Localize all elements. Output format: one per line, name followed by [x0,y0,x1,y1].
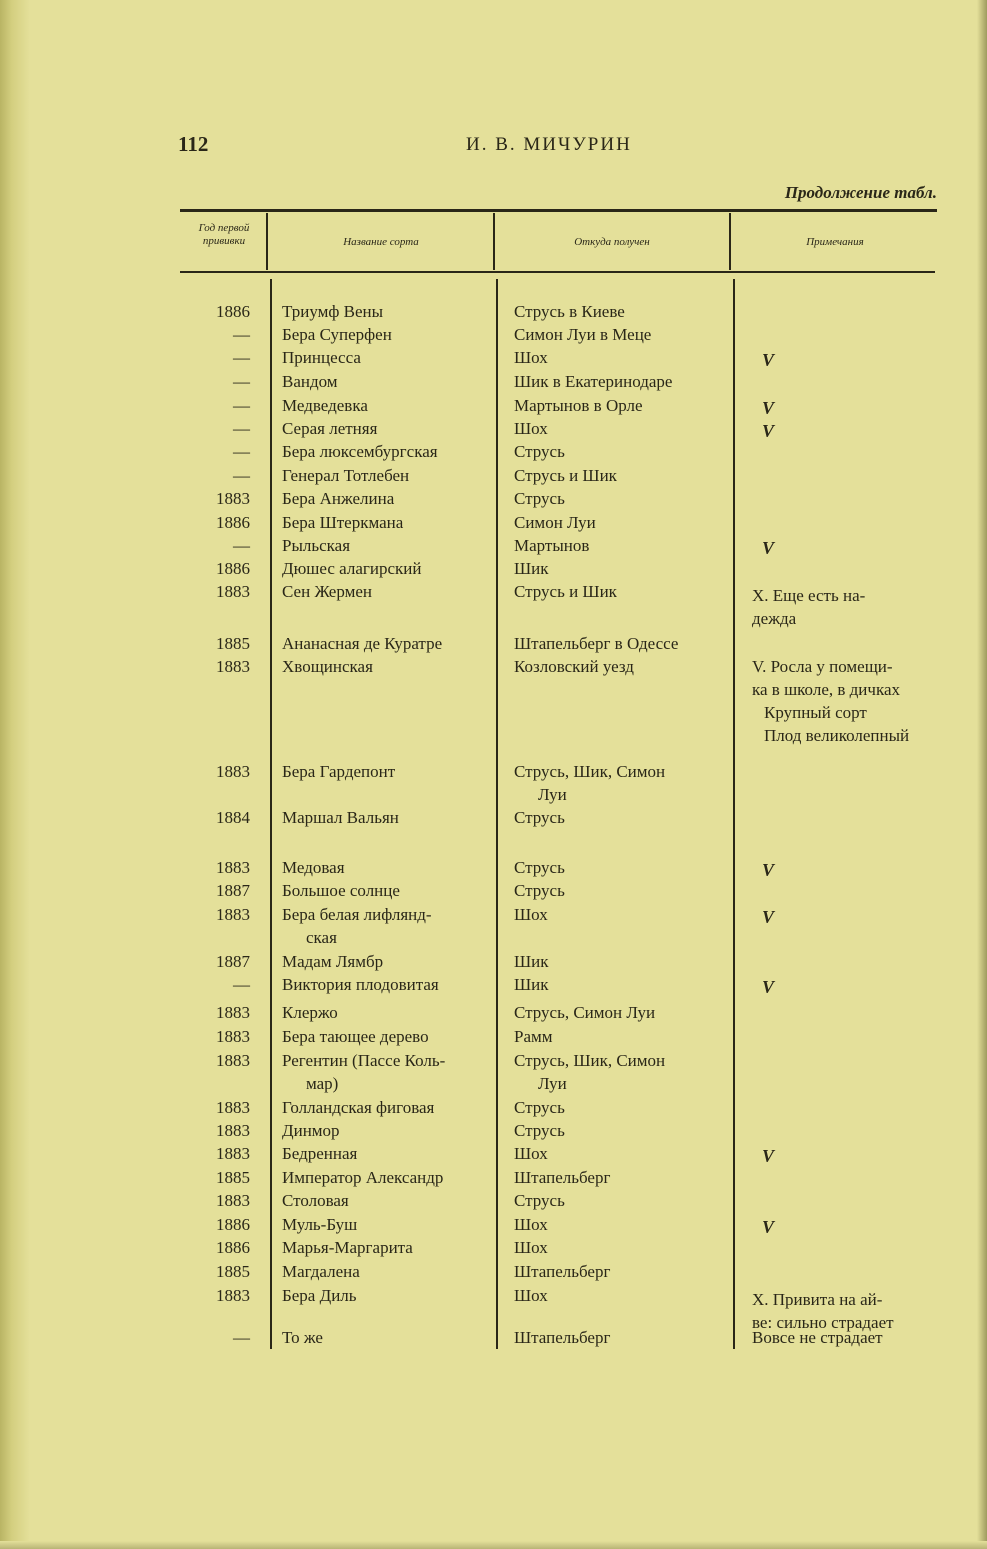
note-cell: V [762,538,775,558]
column-divider [729,213,731,270]
year-cell: 1883 [216,1003,250,1022]
variety-cell: Маршал Вальян [282,808,399,827]
variety-cell: Медовая [282,858,345,877]
variety-cell: Динмор [282,1121,340,1140]
source-cell: Струсь и Шик [514,466,617,485]
column-divider [733,279,735,1349]
note-cell: V [762,860,775,880]
variety-cell: Бера люксембургская [282,442,438,461]
note-cell: V [762,350,775,370]
variety-cell: Муль-Буш [282,1215,358,1234]
year-cell: 1883 [216,1191,250,1210]
source-cell: Штапельберг в Одессе [514,634,679,653]
source-cell: Шох [514,1286,548,1305]
source-cell: Струсь, Шик, Симон [514,1051,666,1070]
variety-cell: Медведевка [282,396,368,415]
variety-cell: Дюшес алагирский [282,559,422,578]
column-divider [493,213,495,270]
year-cell: 1885 [216,1262,250,1281]
year-cell: 1883 [216,1051,250,1070]
variety-cell: Бера Диль [282,1286,357,1305]
variety-cell: Ананасная де Куратре [282,634,443,653]
source-cell: Мартынов в Орле [514,396,643,415]
variety-cell: Бера Анжелина [282,489,395,508]
year-cell: 1886 [216,513,250,532]
source-cell: Луи [538,1074,567,1093]
note-cell: V [762,398,775,418]
page-edge-shadow [977,0,987,1549]
header-year: Год первой прививки [198,222,250,247]
year-cell: 1886 [216,1238,250,1257]
variety-cell: Большое солнце [282,881,400,900]
note-cell: V [762,1217,775,1237]
year-cell: 1887 [216,881,250,900]
source-cell: Струсь в Киеве [514,302,625,321]
note-cell: V [762,1146,775,1166]
source-cell: Шох [514,1238,548,1257]
variety-cell: Генерал Тотлебен [282,466,410,485]
source-cell: Луи [538,785,567,804]
source-cell: Симон Луи в Меце [514,325,652,344]
note-cell: дежда [752,609,797,628]
year-cell: — [233,975,250,994]
source-cell: Шик [514,975,549,994]
note-cell: Плод великолепный [764,726,910,745]
year-cell: 1886 [216,1215,250,1234]
year-cell: — [233,372,250,391]
note-cell: X. Привита на ай- [752,1290,883,1309]
year-cell: 1883 [216,489,250,508]
year-cell: 1883 [216,657,250,676]
source-cell: Рамм [514,1027,553,1046]
variety-cell: Император Александр [282,1168,444,1187]
year-cell: 1886 [216,302,250,321]
source-cell: Струсь [514,1191,565,1210]
source-cell: Шох [514,348,548,367]
variety-cell: Триумф Вены [282,302,384,321]
year-cell: 1883 [216,582,250,601]
table-header-rule [180,271,935,273]
source-cell: Струсь [514,489,565,508]
year-cell: 1883 [216,858,250,877]
year-cell: — [233,396,250,415]
variety-cell: Бера Суперфен [282,325,392,344]
source-cell: Штапельберг [514,1168,611,1187]
note-cell: ве: сильно страдает [752,1313,894,1332]
table-top-rule [180,209,937,212]
page-bottom-shadow [0,1541,987,1549]
note-cell: V [762,907,775,927]
source-cell: Струсь [514,808,565,827]
source-cell: Шох [514,419,548,438]
note-cell: X. Еще есть на- [752,586,866,605]
variety-cell: Сен Жермен [282,582,372,601]
year-cell: 1883 [216,1027,250,1046]
column-divider [266,213,268,270]
table-continuation-label: Продолжение табл. [784,183,937,202]
note-cell: Крупный сорт [764,703,867,722]
year-cell: 1885 [216,634,250,653]
year-cell: 1883 [216,1286,250,1305]
variety-cell: Регентин (Пассе Коль- [282,1051,446,1070]
variety-cell: Принцесса [282,348,361,367]
note-cell: ка в школе, в дичках [752,680,900,699]
year-cell: 1883 [216,1121,250,1140]
page-number: 112 [178,132,209,156]
source-cell: Шох [514,1144,548,1163]
year-cell: — [233,536,250,555]
variety-cell: Рыльская [282,536,351,555]
variety-cell: Мадам Лямбр [282,952,384,971]
year-cell: 1884 [216,808,250,827]
year-cell: — [233,419,250,438]
source-cell: Струсь [514,442,565,461]
source-cell: Струсь [514,1098,565,1117]
year-cell: 1885 [216,1168,250,1187]
variety-cell: Магдалена [282,1262,360,1281]
variety-cell: Марья-Маргарита [282,1238,413,1257]
variety-cell: ская [306,928,337,947]
year-cell: 1887 [216,952,250,971]
note-cell: V [762,977,775,997]
variety-cell: Виктория плодовитая [282,975,439,994]
source-cell: Симон Луи [514,513,596,532]
year-cell: 1886 [216,559,250,578]
source-cell: Струсь, Симон Луи [514,1003,656,1022]
header-source: Откуда получен [574,236,650,248]
year-cell: — [233,1328,250,1347]
year-cell: — [233,325,250,344]
note-cell: Вовсе не страдает [752,1328,883,1347]
variety-cell: Бера Гардепонт [282,762,396,781]
variety-cell: Бедренная [282,1144,358,1163]
note-cell: V [762,421,775,441]
source-cell: Струсь [514,881,565,900]
source-cell: Шик в Екатеринодаре [514,372,673,391]
running-head: И. В. МИЧУРИН [466,134,632,155]
variety-cell: Серая летняя [282,419,378,438]
variety-cell: Хвощинская [282,657,373,676]
header-notes: Примечания [806,236,864,248]
variety-cell: Голландская фиговая [282,1098,435,1117]
year-cell: — [233,442,250,461]
year-cell: 1883 [216,905,250,924]
variety-cell: Столовая [282,1191,349,1210]
source-cell: Козловский уезд [514,657,634,676]
source-cell: Шох [514,1215,548,1234]
header-variety: Название сорта [343,236,419,248]
variety-cell: Бера Штеркмана [282,513,404,532]
variety-cell: Вандом [282,372,338,391]
book-spine-shadow [0,0,30,1549]
source-cell: Штапельберг [514,1328,611,1347]
variety-cell: Бера белая лифлянд- [282,905,432,924]
source-cell: Струсь, Шик, Симон [514,762,666,781]
year-cell: 1883 [216,1144,250,1163]
variety-cell: Бера тающее дерево [282,1027,429,1046]
source-cell: Шик [514,952,549,971]
source-cell: Струсь [514,858,565,877]
note-cell: V. Росла у помещи- [752,657,893,676]
source-cell: Шик [514,559,549,578]
source-cell: Струсь [514,1121,565,1140]
variety-cell: Клержо [282,1003,338,1022]
source-cell: Шох [514,905,548,924]
source-cell: Струсь и Шик [514,582,617,601]
variety-cell: То же [282,1328,323,1347]
year-cell: 1883 [216,1098,250,1117]
source-cell: Штапельберг [514,1262,611,1281]
source-cell: Мартынов [514,536,590,555]
year-cell: — [233,348,250,367]
year-cell: — [233,466,250,485]
variety-cell: мар) [306,1074,339,1093]
column-divider [270,279,272,1349]
year-cell: 1883 [216,762,250,781]
